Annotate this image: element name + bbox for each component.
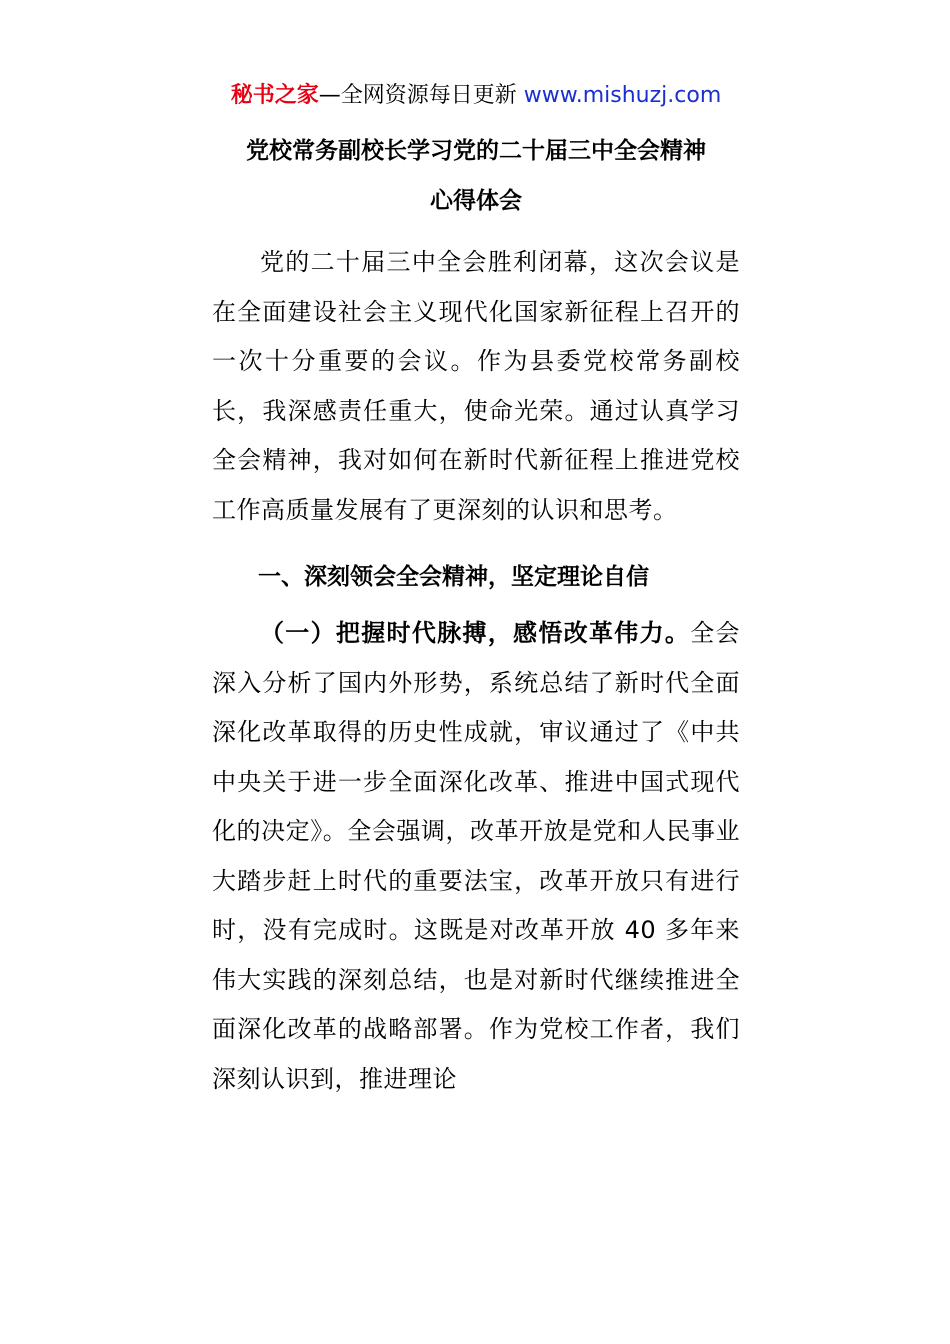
section-1-heading: 一、深刻领会全会精神，坚定理论自信 bbox=[258, 564, 649, 590]
intro-paragraph: 党的二十届三中全会胜利闭幕，这次会议是在全面建设社会主义现代化国家新征程上召开的一次十分重要的会议。作为县委党校常务副校长，我深感责任重大，使命光荣。通过认真学习全会精神，我对如何在新时代新征程上推进党校工作高质量发展有了更深刻的认识和思考。 bbox=[212, 248, 740, 524]
header-tagline: —全网资源每日更新 bbox=[318, 83, 517, 108]
subsection-1-heading: （一）把握时代脉搏，感悟改革伟力。 bbox=[260, 619, 691, 647]
document-title-line-2: 心得体会 bbox=[430, 188, 522, 214]
document-title-line-1: 党校常务副校长学习党的二十届三中全会精神 bbox=[246, 138, 706, 164]
document-title bbox=[212, 126, 740, 226]
site-header bbox=[212, 78, 740, 114]
section-1-paragraph bbox=[212, 609, 740, 1104]
subsection-1-body: 全会深入分析了国内外形势，系统总结了新时代全面深化改革取得的历史性成就，审议通过了《中共中央关于进一步全面深化改革、推进中国式现代化的决定》。全会强调，改革开放是党和人民事业大踏步赶上时代的重要法宝，改革开放只有进行时，没有完成时。这既是对改革开放 40 多年来伟大实践的深刻总结，也是对新时代继续推进全面深化改革的战略部署。作为党校工作者，我们深刻认识到，推进理论 bbox=[212, 619, 741, 1093]
site-url-link[interactable]: www.mishuzj.com bbox=[523, 83, 722, 108]
document-page bbox=[212, 78, 740, 1104]
brand-name: 秘书之家 bbox=[230, 83, 319, 108]
